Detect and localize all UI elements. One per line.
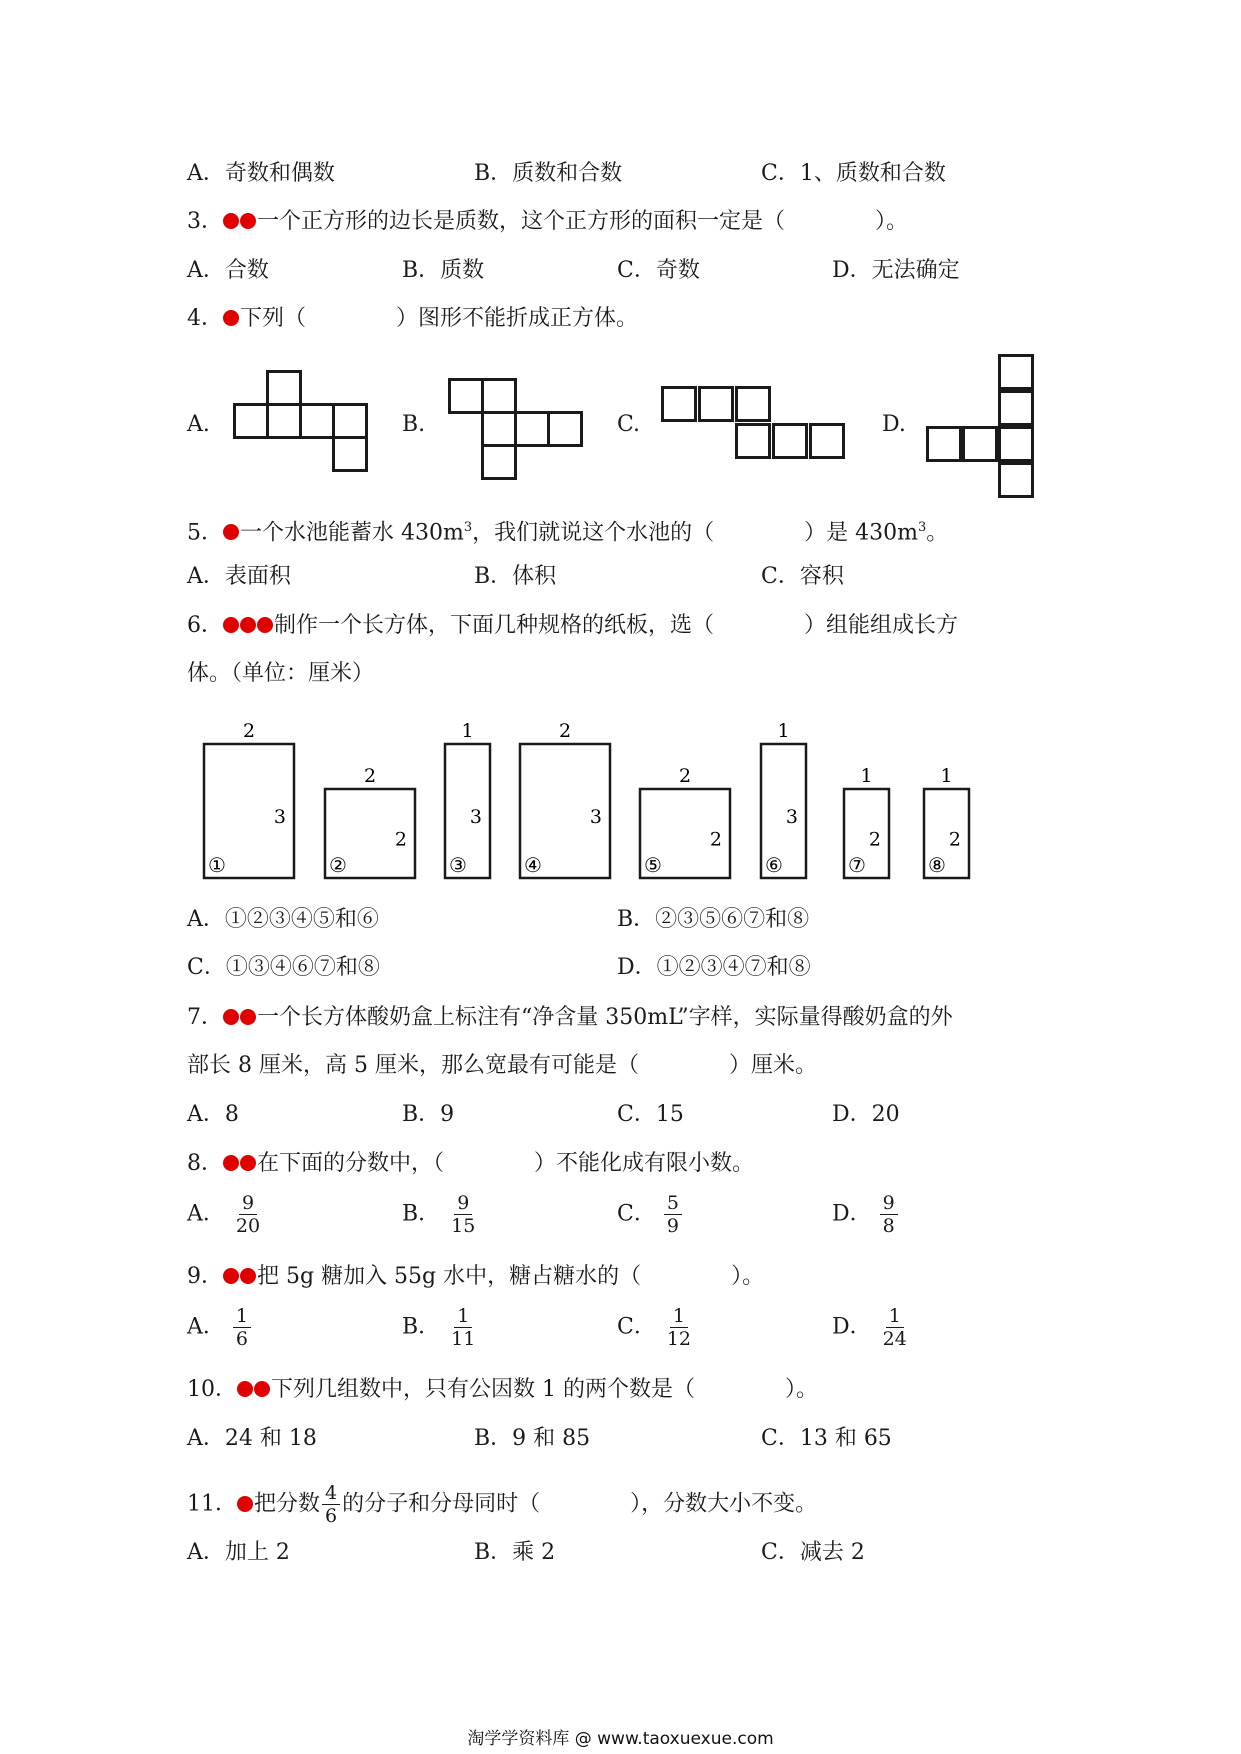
board-number-label: ②	[329, 853, 347, 877]
q6-option-a: A．①②③④⑤和⑥	[187, 907, 379, 932]
q4-label-c: C.	[617, 412, 641, 437]
q8-option-d: D． $\frac{9}{8}$	[832, 1192, 898, 1237]
board-top-label: 1	[860, 765, 873, 787]
board-number-label: ⑥	[765, 853, 783, 877]
q6-option-c: C．①③④⑥⑦和⑧	[187, 955, 380, 980]
q3-option-a: A．合数	[187, 258, 269, 283]
board-rect	[204, 744, 294, 878]
difficulty-dot-icon	[240, 1268, 256, 1284]
board-rect	[761, 744, 806, 878]
q5-option-c: C．容积	[761, 564, 844, 589]
q4-label-b: B.	[402, 412, 426, 437]
q4-label-a: A.	[187, 412, 210, 437]
q8-option-a: A． $\frac{9}{20}$	[187, 1192, 261, 1237]
q11-question: 11． 把分数 $\frac{4}{6}$ 的分子和分母同时（ ），分数大小不变。	[187, 1482, 818, 1527]
board-side-label: 3	[273, 806, 286, 828]
q10-question: 10． 下列几组数中，只有公因数 1 的两个数是（ ）。	[187, 1377, 819, 1402]
difficulty-dot-icon	[237, 1496, 253, 1512]
q10-option-b: B．9 和 85	[474, 1426, 591, 1451]
board-side-label: 2	[709, 828, 722, 851]
q9-question: 9． 把 5g 糖加入 55g 水中，糖占糖水的（ ）。	[187, 1264, 765, 1289]
board-top-label: 1	[461, 720, 474, 742]
footer-watermark: 淘学学资料库 @ www.taoxuexue.com	[467, 1729, 774, 1749]
board-top-label: 2	[558, 720, 572, 742]
q9-option-c: C． $\frac{1}{12}$	[617, 1305, 692, 1350]
difficulty-dot-icon	[223, 1009, 239, 1025]
q8-option-c: C． $\frac{5}{9}$	[617, 1192, 682, 1237]
q8-option-b: B． $\frac{9}{15}$	[402, 1192, 476, 1237]
board-top-label: 2	[363, 765, 377, 787]
board-side-label: 2	[948, 828, 961, 851]
q4-label-d: D.	[882, 412, 906, 437]
board-side-label: 2	[868, 828, 881, 851]
q5-question: 5． 一个水池能蓄水 $430m^3$，我们就说这个水池的（ ）是 $430m^3$。	[187, 520, 949, 546]
difficulty-dot-icon	[223, 213, 239, 229]
board-number-label: ⑦	[848, 853, 866, 877]
difficulty-dot-icon	[223, 617, 239, 633]
difficulty-dot-icon	[257, 617, 273, 633]
q3-option-c: C．奇数	[617, 258, 700, 283]
difficulty-dot-icon	[223, 1155, 239, 1171]
board-side-label: 2	[394, 828, 407, 851]
q7-option-a: A．8	[187, 1102, 239, 1127]
q7-question-line2: 部长 8 厘米，高 5 厘米，那么宽最有可能是（ ）厘米。	[187, 1053, 817, 1078]
difficulty-dot-icon	[240, 213, 256, 229]
q4-question: 4． 下列（ ）图形不能折成正方体。	[187, 306, 639, 331]
difficulty-dot-icon	[237, 1381, 253, 1397]
q10-option-a: A．24 和 18	[187, 1426, 317, 1451]
q11-option-b: B．乘 2	[474, 1540, 556, 1565]
board-top-label: 2	[242, 720, 256, 742]
q10-option-c: C．13 和 65	[761, 1426, 892, 1451]
board-number-label: ①	[208, 853, 226, 877]
q5-option-a: A．表面积	[187, 564, 291, 589]
q7-option-b: B．9	[402, 1102, 455, 1127]
q6-option-b: B．②③⑤⑥⑦和⑧	[617, 907, 810, 932]
q5-option-b: B．体积	[474, 564, 557, 589]
q7-option-d: D．20	[832, 1102, 900, 1127]
q3-option-d: D．无法确定	[832, 258, 960, 283]
q6-option-d: D．①②③④⑦和⑧	[617, 955, 811, 980]
board-number-label: ③	[449, 853, 467, 877]
board-top-label: 2	[678, 765, 692, 787]
q6-question: 6． 制作一个长方体，下面几种规格的纸板，选（ ）组能组成长方	[187, 613, 959, 638]
q11-option-a: A．加上 2	[187, 1540, 290, 1565]
board-rect	[325, 789, 415, 878]
q2-option-c: C．1、质数和合数	[761, 161, 946, 186]
board-side-label: 3	[469, 806, 482, 828]
q3-question: 3． 一个正方形的边长是质数，这个正方形的面积一定是（ ）。	[187, 209, 909, 234]
difficulty-dot-icon	[223, 524, 239, 540]
difficulty-dot-icon	[223, 310, 239, 326]
q11-option-c: C．减去 2	[761, 1540, 865, 1565]
q9-option-d: D． $\frac{1}{24}$	[832, 1305, 907, 1350]
board-side-label: 3	[785, 806, 798, 828]
q9-option-a: A． $\frac{1}{6}$	[187, 1305, 251, 1350]
q6-question-line2: 体。（单位：厘米）	[187, 661, 375, 686]
board-top-label: 1	[777, 720, 790, 742]
q2-option-b: B．质数和合数	[474, 161, 623, 186]
q8-question: 8． 在下面的分数中，（ ）不能化成有限小数。	[187, 1151, 755, 1176]
q7-option-c: C．15	[617, 1102, 684, 1127]
difficulty-dot-icon	[223, 1268, 239, 1284]
question-number: 3．	[187, 209, 223, 234]
q9-option-b: B． $\frac{1}{11}$	[402, 1305, 476, 1350]
difficulty-dot-icon	[240, 617, 256, 633]
board-number-label: ④	[524, 853, 542, 877]
difficulty-dot-icon	[240, 1009, 256, 1025]
board-top-label: 1	[940, 765, 953, 787]
board-side-label: 3	[589, 806, 602, 828]
board-rect	[924, 789, 969, 878]
difficulty-dot-icon	[254, 1381, 270, 1397]
q7-question: 7． 一个长方体酸奶盒上标注有“净含量 350mL”字样，实际量得酸奶盒的外	[187, 1005, 953, 1030]
board-rect	[520, 744, 610, 878]
difficulty-dot-icon	[240, 1155, 256, 1171]
board-rect	[844, 789, 889, 878]
board-number-label: ⑧	[928, 853, 946, 877]
q3-option-b: B．质数	[402, 258, 485, 283]
board-rect	[640, 789, 730, 878]
board-rect	[445, 744, 490, 878]
board-number-label: ⑤	[644, 853, 662, 877]
q2-option-a: A．奇数和偶数	[187, 161, 335, 186]
